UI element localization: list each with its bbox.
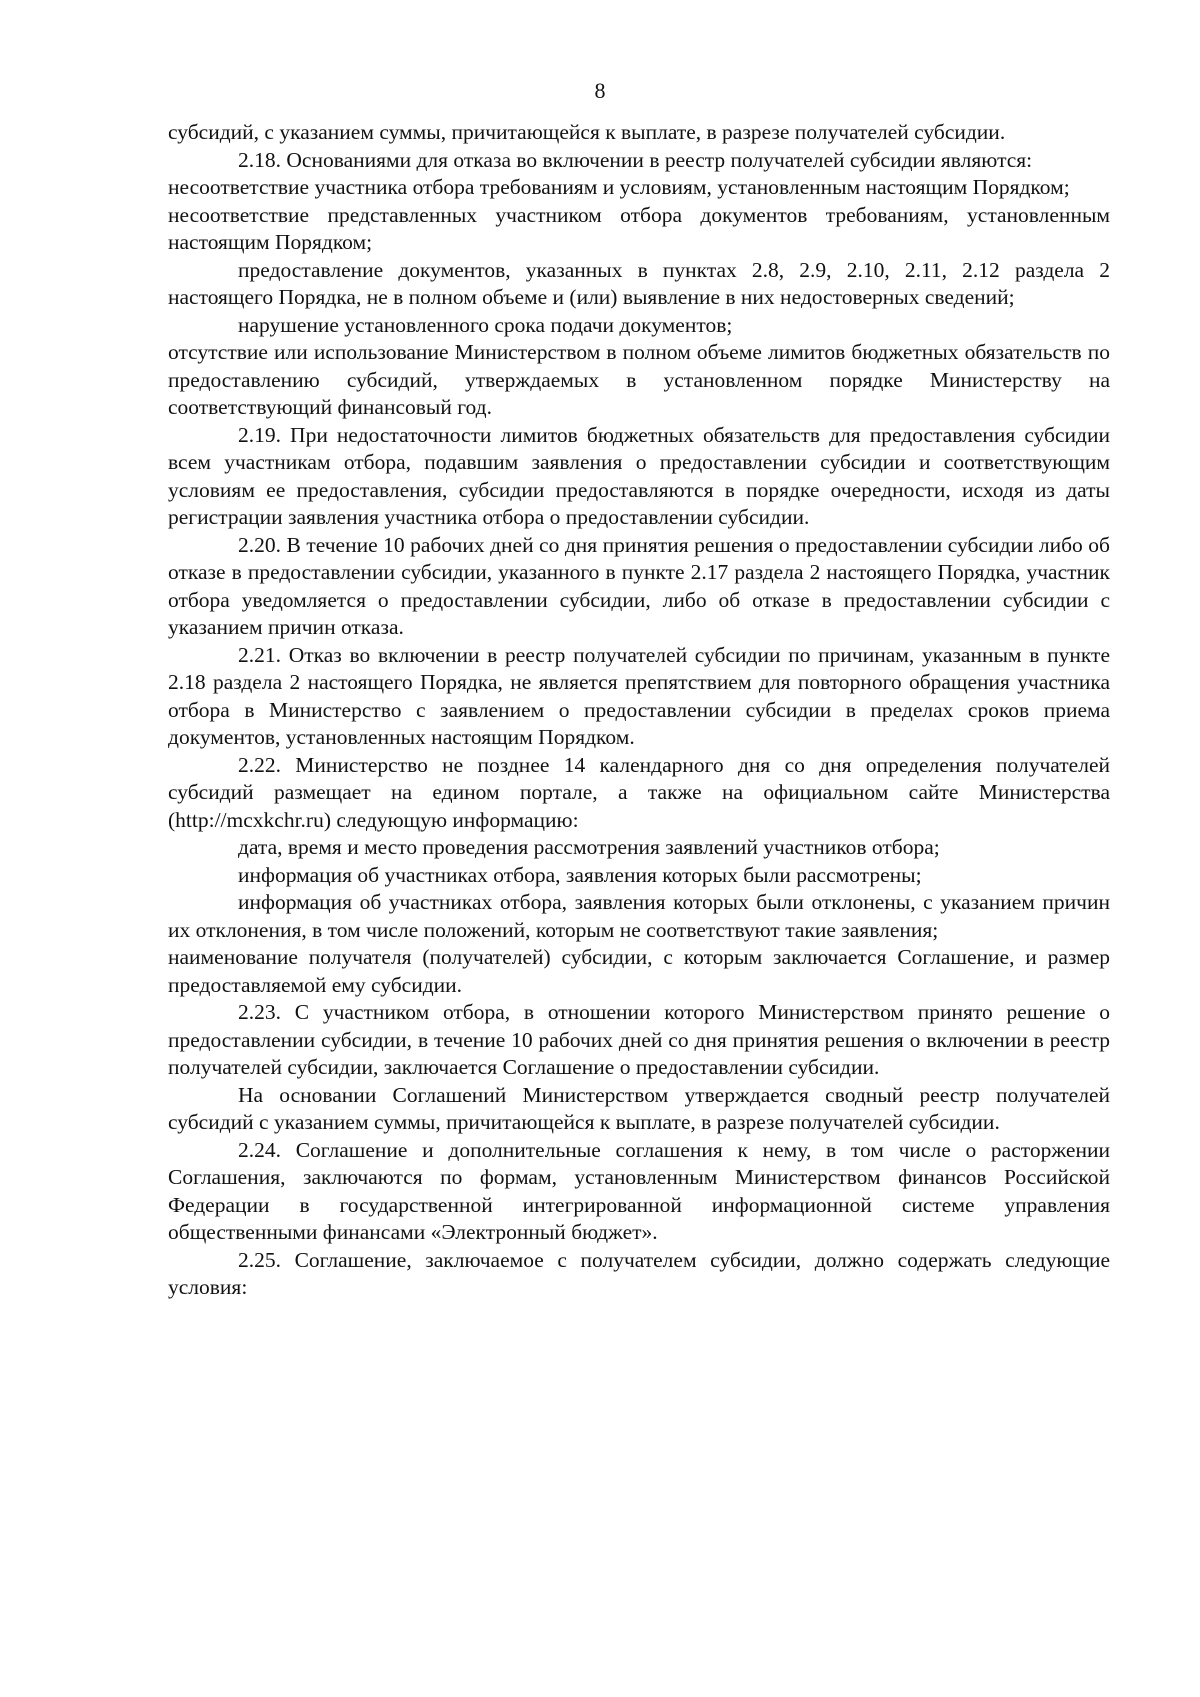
page-number: 8 [594,78,606,103]
paragraph: наименование получателя (получателей) субсидии, с которым заключается Соглашение, и размер предоставляемой ему субсидии. [168,945,1110,997]
paragraph: отсутствие или использование Министерством в полном объеме лимитов бюджетных обязательств по предоставлению субсидий, утверждаемых в установленном порядке Министерству на соответствующий финансовый год. [168,340,1110,419]
paragraph: субсидий, с указанием суммы, причитающейся к выплате, в разрезе получателей субсидии. [168,120,1006,144]
paragraph: 2.21. Отказ во включении в реестр получателей субсидии по причинам, указанным в пункте 2.18 раздела 2 настоящего Порядка, не является препятствием для повторного обращения участника отбора в Министерство с заявлением о предоставлении субсидии в пределах сроков приема документов, установленных настоящим Порядком. [168,642,1110,749]
paragraph: На основании Соглашений Министерством утверждается сводный реестр получателей субсидий с указанием суммы, причитающейся к выплате, в разрезе получателей субсидии. [168,1082,1110,1134]
paragraph: 2.24. Соглашение и дополнительные соглашения к нему, в том числе о расторжении Соглашения, заключаются по формам, установленным Министерством финансов Российской Федерации в государственной интегрированной информационной системе управления общественными финансами «Электронный бюджет». [168,1137,1110,1244]
paragraph: 2.20. В течение 10 рабочих дней со дня принятия решения о предоставлении субсидии либо об отказе в предоставлении субсидии, указанного в пункте 2.17 раздела 2 настоящего Порядка, участник отбора уведомляется о предоставлении субсидии, либо об отказе в предоставлении субсидии с указанием причин отказа. [168,532,1110,639]
paragraph: несоответствие участника отбора требованиям и условиям, установленным настоящим Порядком; [168,175,1070,199]
document-body [168,119,1110,1302]
paragraph: 2.22. Министерство не позднее 14 календарного дня со дня определения получателей субсидий размещает на едином портале, а также на официальном сайте Министерства (http://mcxkchr.ru) следующую информацию: [168,752,1110,832]
paragraph: 2.25. Соглашение, заключаемое с получателем субсидии, должно содержать следующие условия: [168,1247,1110,1299]
paragraph: нарушение установленного срока подачи документов; [238,312,733,337]
paragraph: дата, время и место проведения рассмотрения заявлений участников отбора; [238,835,940,859]
paragraph: информация об участниках отбора, заявления которых были рассмотрены; [238,862,922,887]
paragraph: 2.19. При недостаточности лимитов бюджетных обязательств для предоставления субсидии всем участникам отбора, подавшим заявления о предоставлении субсидии и соответствующим условиям ее предоставления, субсидии предоставляются в порядке очередности, исходя из даты регистрации заявления участника отбора о предоставлении субсидии. [168,422,1110,529]
paragraph: 2.18. Основаниями для отказа во включении в реестр получателей субсидии являются: [238,147,1033,172]
paragraph: несоответствие представленных участником отбора документов требованиям, установленным настоящим Порядком; [168,202,1110,254]
paragraph: 2.23. С участником отбора, в отношении которого Министерством принято решение о предоставлении субсидии, в течение 10 рабочих дней со дня принятия решения о включении в реестр получателей субсидии, заключается Соглашение о предоставлении субсидии. [168,1000,1110,1079]
paragraph: предоставление документов, указанных в пунктах 2.8, 2.9, 2.10, 2.11, 2.12 раздела 2 настоящего Порядка, не в полном объеме и (или) выявление в них недостоверных сведений; [168,257,1110,309]
paragraph: информация об участниках отбора, заявления которых были отклонены, с указанием причин их отклонения, в том числе положений, которым не соответствуют такие заявления; [168,890,1110,942]
